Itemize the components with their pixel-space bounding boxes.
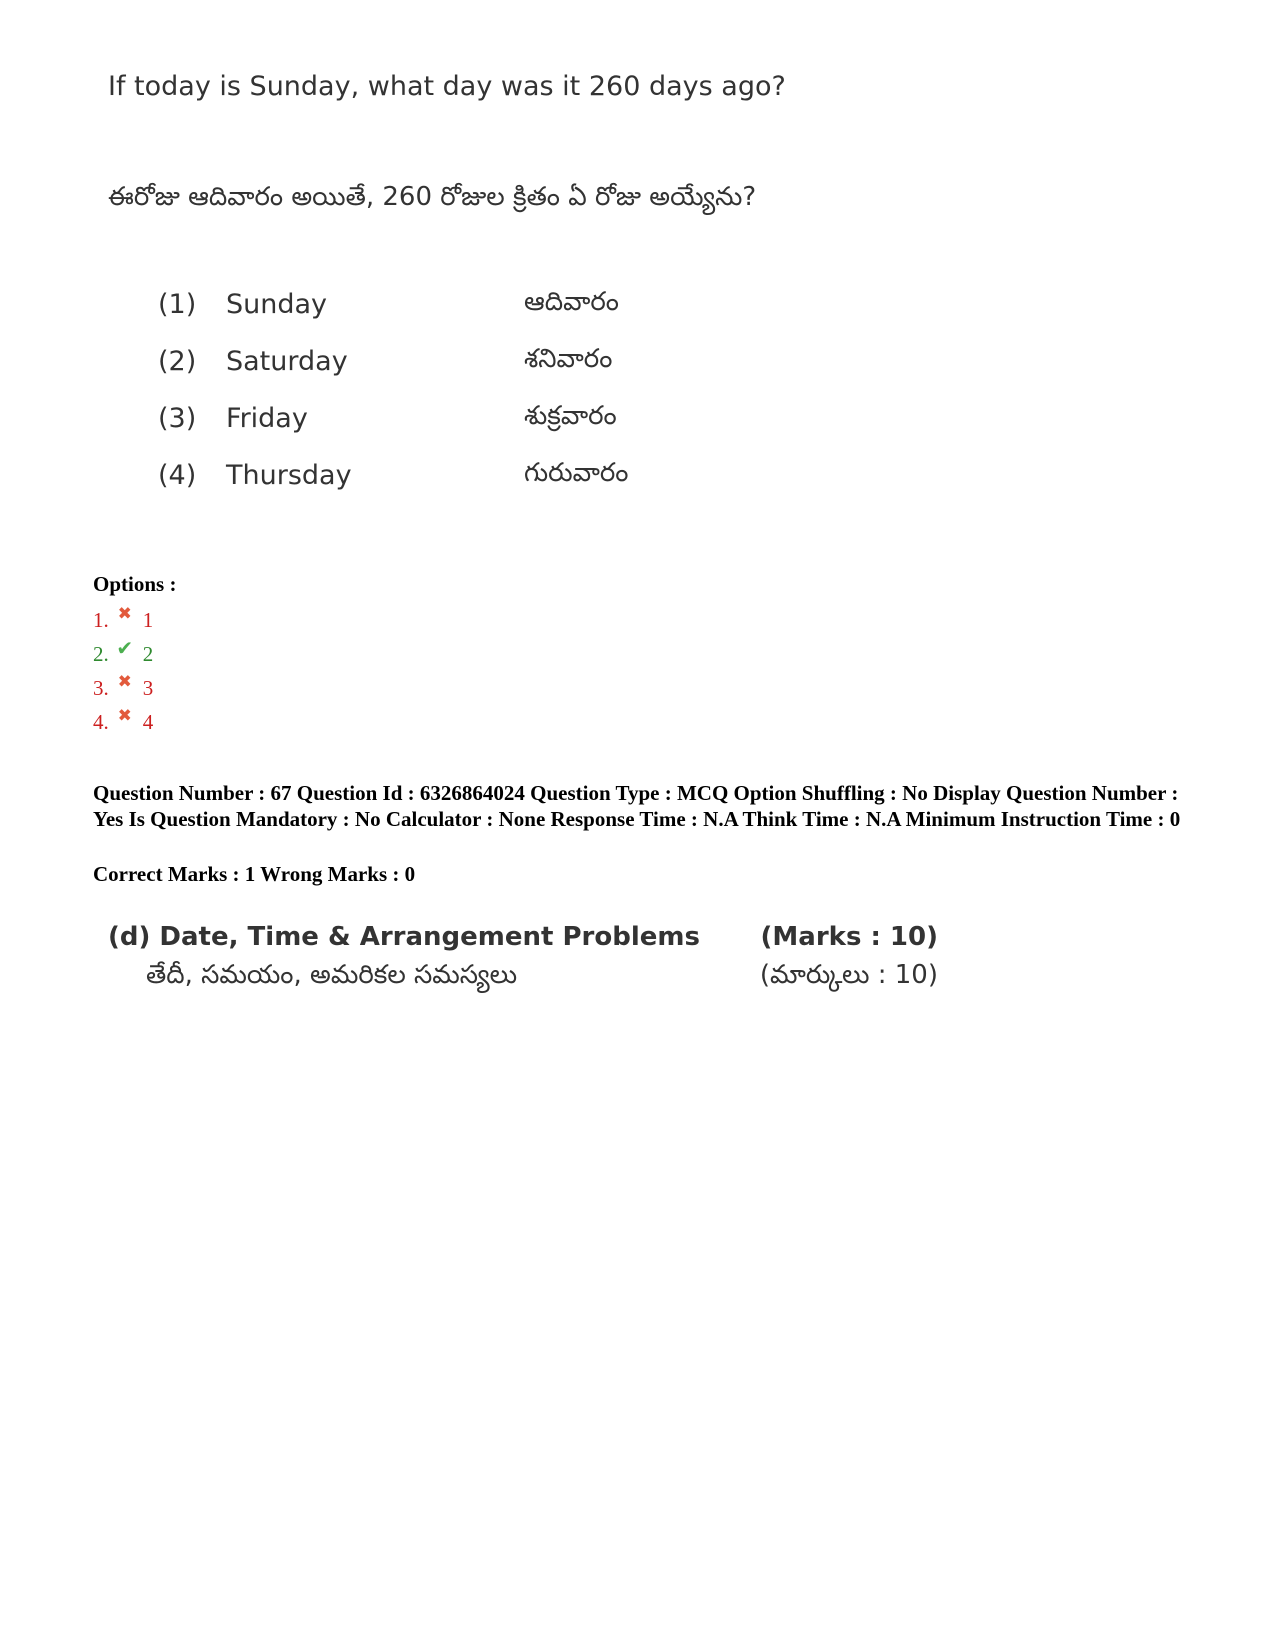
choice-number: (1) xyxy=(158,289,197,320)
option-index: 4. xyxy=(93,710,109,734)
option-value: 1 xyxy=(142,608,154,632)
check-icon: ✔ xyxy=(116,636,134,660)
option-index: 1. xyxy=(93,608,109,632)
choice-item xyxy=(158,276,1008,333)
option-item xyxy=(93,705,176,739)
choice-item xyxy=(158,333,1008,390)
choice-number: (4) xyxy=(158,460,197,491)
choice-item xyxy=(158,447,1008,504)
question-image xyxy=(108,70,1008,504)
choice-number: (2) xyxy=(158,346,197,377)
choice-english: Saturday xyxy=(226,346,348,377)
choice-list xyxy=(158,276,1008,504)
options-block xyxy=(93,572,176,739)
section-header-image xyxy=(108,918,968,994)
option-value: 2 xyxy=(142,642,154,666)
choice-number: (3) xyxy=(158,403,197,434)
choice-telugu: ఆదివారం xyxy=(524,286,619,317)
option-value: 4 xyxy=(142,710,154,734)
question-metadata: Question Number : 67 Question Id : 6326864024 Question Type : MCQ Option Shuffling : No Display Question Number : Yes Is Question Mandatory : No Calculator : None Response Time : N.A Think Time : N.A Minimum Instruction Time : 0 xyxy=(93,781,1181,831)
section-marks-telugu: (మార్కులు : 10) xyxy=(759,960,938,990)
choice-item xyxy=(158,390,1008,447)
question-text-telugu: ఈరోజు ఆదివారం అయితే, 260 రోజుల క్రితం ఏ రోజు అయ్యేను? xyxy=(108,182,757,212)
choice-telugu: శుక్రవారం xyxy=(524,400,617,431)
choice-telugu: గురువారం xyxy=(524,457,629,488)
cross-icon: ✖ xyxy=(117,706,132,726)
option-value: 3 xyxy=(142,676,154,700)
section-marks-english: (Marks : 10) xyxy=(760,922,938,952)
cross-icon: ✖ xyxy=(117,672,132,692)
option-index: 3. xyxy=(93,676,109,700)
choice-telugu: శనివారం xyxy=(524,343,613,374)
question-text-english: If today is Sunday, what day was it 260 days ago? xyxy=(108,71,786,102)
section-title-english: (d) Date, Time & Arrangement Problems xyxy=(108,922,700,952)
marks-info: Correct Marks : 1 Wrong Marks : 0 xyxy=(93,862,416,886)
choice-english: Friday xyxy=(226,403,308,434)
options-title: Options : xyxy=(93,572,177,596)
option-index: 2. xyxy=(93,642,109,666)
choice-english: Sunday xyxy=(226,289,328,320)
cross-icon: ✖ xyxy=(117,604,132,624)
choice-english: Thursday xyxy=(226,460,352,491)
section-title-telugu: తేదీ, సమయం, అమరికల సమస్యలు xyxy=(146,960,518,990)
